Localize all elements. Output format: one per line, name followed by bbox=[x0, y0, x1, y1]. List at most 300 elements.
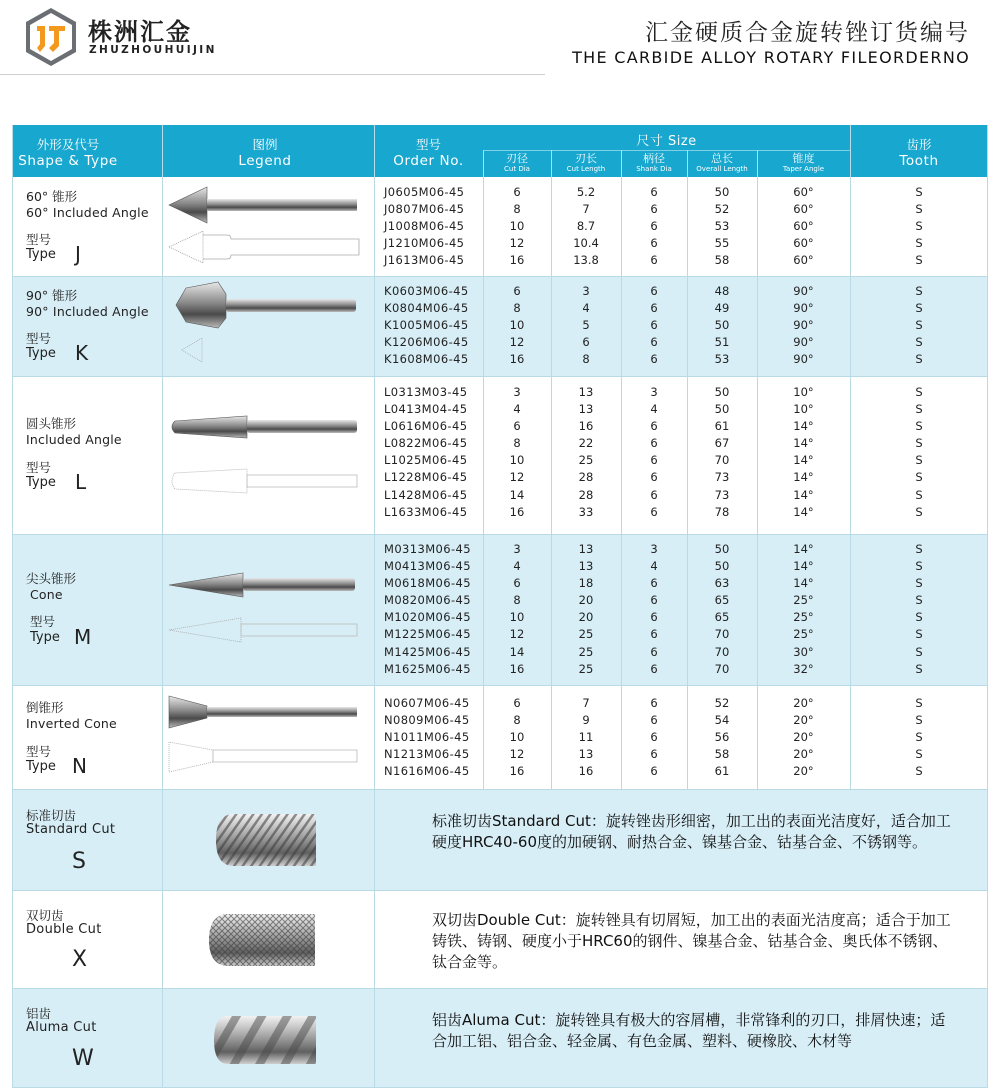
table-cell: 10 bbox=[509, 318, 525, 333]
table-cell: S bbox=[915, 185, 923, 199]
table-cell: 6 bbox=[513, 284, 521, 298]
table-cell: 6 bbox=[650, 236, 658, 251]
table-cell: 10 bbox=[509, 610, 525, 625]
table-cell: L0313M03-45 bbox=[384, 385, 468, 399]
table-cell: 12 bbox=[509, 747, 525, 762]
table-cell: 10° bbox=[793, 385, 814, 399]
header-overall bbox=[687, 152, 757, 174]
table-cell: 16 bbox=[578, 419, 594, 434]
table-cell: 6 bbox=[650, 593, 658, 608]
grid-line bbox=[12, 988, 988, 989]
table-cell: N0809M06-45 bbox=[384, 713, 470, 728]
table-cell: M1020M06-45 bbox=[384, 610, 471, 625]
table-cell: S bbox=[915, 713, 923, 728]
table-cell: 73 bbox=[714, 487, 730, 502]
table-cell: 52 bbox=[714, 696, 730, 710]
table-cell: 6 bbox=[650, 335, 658, 350]
header-shank-cn: 柄径 bbox=[643, 152, 665, 165]
table-cell: 16 bbox=[509, 661, 525, 676]
tooth-col-k bbox=[850, 283, 988, 368]
grid-line bbox=[12, 276, 988, 277]
table-cell: K0804M06-45 bbox=[384, 301, 469, 316]
table-cell: 52 bbox=[714, 202, 730, 217]
table-cell: S bbox=[915, 385, 923, 399]
type-j-en: Type bbox=[26, 247, 56, 262]
table-cell: 13.8 bbox=[573, 253, 599, 268]
table-cell: 48 bbox=[714, 284, 730, 298]
table-cell: 16 bbox=[509, 504, 525, 519]
grid-line bbox=[12, 685, 988, 686]
table-cell: 61 bbox=[714, 419, 730, 434]
type-n-cn: 型号 bbox=[26, 744, 52, 759]
table-cell: S bbox=[915, 747, 923, 762]
order-col-j bbox=[384, 184, 479, 269]
header-tooth-cn: 齿形 bbox=[906, 137, 932, 152]
table-cell: S bbox=[915, 644, 923, 659]
table-cell: S bbox=[915, 318, 923, 333]
table-cell: 65 bbox=[714, 610, 730, 625]
table-cell: 18 bbox=[578, 576, 594, 591]
tooth-col-l bbox=[850, 384, 988, 521]
table-cell: 22 bbox=[578, 436, 594, 451]
header-cut-length-en: Cut Length bbox=[566, 165, 606, 173]
table-cell: 3 bbox=[650, 542, 658, 556]
cut-s-en: Standard Cut bbox=[26, 822, 116, 837]
header-cut-dia bbox=[483, 152, 551, 174]
type-k-en: Type bbox=[26, 346, 56, 361]
order-col-k bbox=[384, 283, 479, 368]
grid-line bbox=[12, 534, 988, 535]
table-cell: 60° bbox=[793, 185, 814, 199]
table-cell: 14° bbox=[793, 504, 814, 519]
tooth-col-m bbox=[850, 541, 988, 678]
table-cell: 90° bbox=[793, 352, 814, 367]
table-cell: 53 bbox=[714, 352, 730, 367]
cut-x-letter: X bbox=[72, 947, 88, 972]
header-legend-en: Legend bbox=[238, 153, 292, 169]
table-cell: L1428M06-45 bbox=[384, 487, 468, 502]
type-l-letter: L bbox=[75, 470, 87, 494]
table-cell: J0807M06-45 bbox=[384, 202, 465, 217]
grid-line bbox=[12, 890, 988, 891]
cut-w-image bbox=[210, 1010, 325, 1070]
table-cell: 8 bbox=[513, 436, 521, 451]
shape-l-cn: 圆头锥形 bbox=[26, 416, 77, 431]
table-cell: 6 bbox=[650, 487, 658, 502]
table-cell: 50 bbox=[714, 185, 730, 199]
header-legend-cn: 图例 bbox=[252, 137, 278, 152]
header-shape bbox=[12, 137, 124, 169]
header-overall-en: Overall Length bbox=[696, 165, 748, 173]
type-m-en: Type bbox=[30, 630, 60, 645]
table-cell: 67 bbox=[714, 436, 730, 451]
table-cell: 12 bbox=[509, 470, 525, 485]
table-cell: 6 bbox=[650, 470, 658, 485]
table-cell: S bbox=[915, 610, 923, 625]
table-cell: 12 bbox=[509, 236, 525, 251]
order-table bbox=[12, 125, 988, 1088]
table-cell: 63 bbox=[714, 576, 730, 591]
table-cell: S bbox=[915, 470, 923, 485]
table-cell: 6 bbox=[513, 419, 521, 434]
shank-col-n bbox=[621, 695, 687, 780]
table-cell: 28 bbox=[578, 487, 594, 502]
header-taper-cn: 锥度 bbox=[792, 152, 815, 165]
type-m-cn: 型号 bbox=[30, 614, 56, 629]
table-cell: 6 bbox=[650, 253, 658, 268]
table-cell: 20° bbox=[793, 747, 814, 762]
header-taper bbox=[757, 152, 850, 174]
table-cell: 6 bbox=[650, 764, 658, 779]
table-cell: 50 bbox=[714, 402, 730, 417]
table-cell: 60° bbox=[793, 219, 814, 234]
grid-line bbox=[374, 125, 375, 1088]
table-cell: 73 bbox=[714, 470, 730, 485]
table-cell: 25 bbox=[578, 453, 594, 468]
table-cell: S bbox=[915, 202, 923, 217]
table-cell: 8.7 bbox=[576, 219, 596, 234]
table-cell: 10 bbox=[509, 453, 525, 468]
table-cell: 6 bbox=[650, 730, 658, 745]
shank-col-l bbox=[621, 384, 687, 521]
table-cell: S bbox=[915, 419, 923, 434]
table-cell: 5.2 bbox=[576, 185, 596, 199]
type-j-letter: J bbox=[75, 242, 81, 266]
table-cell: 3 bbox=[650, 385, 658, 399]
cut-w-letter: W bbox=[72, 1046, 94, 1071]
table-cell: 50 bbox=[714, 559, 730, 574]
cut-s-description: 标准切齿Standard Cut：旋转锉齿形细密，加工出的表面光洁度好，适合加工硬度HRC40-60度的加硬钢、耐热合金、镍基合金、钴基合金、不锈钢等。 bbox=[432, 812, 951, 851]
grid-line bbox=[12, 789, 988, 790]
table-cell: 6 bbox=[650, 219, 658, 234]
table-cell: 70 bbox=[714, 627, 730, 642]
brand-name-cn: 株洲汇金 bbox=[88, 18, 192, 46]
table-cell: S bbox=[915, 730, 923, 745]
table-cell: 4 bbox=[582, 301, 590, 316]
table-cell: 4 bbox=[650, 402, 658, 417]
header-cut-length-cn: 刃长 bbox=[575, 152, 597, 165]
header-tooth-en: Tooth bbox=[899, 153, 939, 169]
grid-line bbox=[162, 125, 163, 1088]
table-cell: 13 bbox=[578, 559, 594, 574]
table-cell: 14 bbox=[509, 487, 525, 502]
type-j-cn: 型号 bbox=[26, 232, 52, 247]
table-cell: 25° bbox=[793, 593, 814, 608]
cutdia-col-l bbox=[483, 384, 551, 521]
table-cell: 6 bbox=[650, 610, 658, 625]
overall-col-l bbox=[687, 384, 757, 521]
table-cell: 10 bbox=[509, 730, 525, 745]
table-cell: 4 bbox=[650, 559, 658, 574]
table-cell: 56 bbox=[714, 730, 730, 745]
cutdia-col-j bbox=[483, 184, 551, 269]
table-cell: 32° bbox=[793, 661, 814, 676]
table-cell: 14° bbox=[793, 470, 814, 485]
type-n-en: Type bbox=[26, 759, 56, 774]
table-cell: 90° bbox=[793, 318, 814, 333]
cut-x-en: Double Cut bbox=[26, 922, 102, 937]
table-cell: 6 bbox=[650, 713, 658, 728]
table-cell: 3 bbox=[513, 542, 521, 556]
table-cell: J1008M06-45 bbox=[384, 219, 465, 234]
table-cell: 6 bbox=[650, 284, 658, 298]
table-cell: J1613M06-45 bbox=[384, 253, 465, 268]
table-cell: 11 bbox=[578, 730, 594, 745]
table-cell: S bbox=[915, 504, 923, 519]
header-shape-cn: 外形及代号 bbox=[36, 137, 100, 152]
cut-w-description: 铝齿Aluma Cut：旋转锉具有极大的容屑槽，非常锋利的刃口，排屑快速；适合加工铝、铝合金、轻金属、有色金属、塑料、硬橡胶、木材等 bbox=[432, 1011, 946, 1050]
header-tooth bbox=[850, 137, 988, 169]
brand-name-en: ZHUZHOUHUIJIN bbox=[89, 44, 217, 56]
table-cell: 20 bbox=[578, 610, 594, 625]
overall-col-j bbox=[687, 184, 757, 269]
table-cell: 13 bbox=[578, 542, 594, 556]
table-cell: 61 bbox=[714, 764, 730, 779]
table-cell: 13 bbox=[578, 747, 594, 762]
table-cell: 60° bbox=[793, 202, 814, 217]
table-cell: J0605M06-45 bbox=[384, 185, 465, 199]
table-cell: 14° bbox=[793, 487, 814, 502]
cut-s-cn: 标准切齿 bbox=[26, 808, 77, 823]
table-cell: M0820M06-45 bbox=[384, 593, 471, 608]
cut-x-image bbox=[207, 910, 327, 970]
cut-x-cn: 双切齿 bbox=[26, 908, 64, 923]
table-cell: 3 bbox=[513, 385, 521, 399]
table-cell: 20° bbox=[793, 764, 814, 779]
table-cell: 16 bbox=[509, 764, 525, 779]
table-cell: 60° bbox=[793, 253, 814, 268]
table-cell: 70 bbox=[714, 644, 730, 659]
taper-col-k bbox=[757, 283, 850, 368]
table-cell: 5 bbox=[582, 318, 590, 333]
overall-col-m bbox=[687, 541, 757, 678]
table-cell: M0618M06-45 bbox=[384, 576, 471, 591]
table-cell: 6 bbox=[650, 504, 658, 519]
table-cell: 20 bbox=[578, 593, 594, 608]
table-cell: N0607M06-45 bbox=[384, 696, 470, 710]
table-cell: 10 bbox=[509, 219, 525, 234]
header-cut-dia-en: Cut Dia bbox=[504, 165, 530, 173]
table-cell: L0616M06-45 bbox=[384, 419, 468, 434]
table-cell: M1625M06-45 bbox=[384, 661, 471, 676]
table-cell: 14 bbox=[509, 644, 525, 659]
table-cell: 54 bbox=[714, 713, 730, 728]
table-cell: 20° bbox=[793, 730, 814, 745]
order-col-l bbox=[384, 384, 479, 521]
cutlen-col-m bbox=[551, 541, 621, 678]
table-cell: S bbox=[915, 219, 923, 234]
table-cell: S bbox=[915, 593, 923, 608]
table-cell: 12 bbox=[509, 335, 525, 350]
table-cell: 4 bbox=[513, 402, 521, 417]
type-n-letter: N bbox=[72, 754, 87, 778]
table-cell: L0822M06-45 bbox=[384, 436, 468, 451]
grid-line bbox=[12, 1087, 988, 1088]
table-cell: S bbox=[915, 559, 923, 574]
table-cell: 6 bbox=[650, 436, 658, 451]
table-cell: 12 bbox=[509, 627, 525, 642]
table-cell: S bbox=[915, 542, 923, 556]
shape-k-en: 90° Included Angle bbox=[26, 304, 149, 319]
table-cell: 55 bbox=[714, 236, 730, 251]
table-cell: 9 bbox=[582, 713, 590, 728]
table-cell: 16 bbox=[578, 764, 594, 779]
table-cell: S bbox=[915, 487, 923, 502]
header-taper-en: Taper Angle bbox=[782, 165, 825, 173]
table-cell: N1213M06-45 bbox=[384, 747, 470, 762]
table-cell: 8 bbox=[513, 202, 521, 217]
table-cell: 8 bbox=[582, 352, 590, 367]
cut-s-image bbox=[212, 810, 322, 870]
table-cell: 90° bbox=[793, 335, 814, 350]
tool-j-image bbox=[167, 183, 367, 271]
table-cell: 8 bbox=[513, 593, 521, 608]
table-cell: M1225M06-45 bbox=[384, 627, 471, 642]
table-cell: 6 bbox=[650, 419, 658, 434]
shape-m-cn: 尖头锥形 bbox=[26, 571, 77, 586]
table-cell: 8 bbox=[513, 301, 521, 316]
type-l-cn: 型号 bbox=[26, 460, 52, 475]
taper-col-n bbox=[757, 695, 850, 780]
table-cell: 6 bbox=[513, 185, 521, 199]
table-cell: 20° bbox=[793, 713, 814, 728]
table-cell: 50 bbox=[714, 385, 730, 399]
table-cell: 6 bbox=[650, 661, 658, 676]
table-cell: 14° bbox=[793, 419, 814, 434]
grid-line bbox=[12, 376, 988, 377]
table-cell: 6 bbox=[650, 301, 658, 316]
shape-k-cn: 90° 锥形 bbox=[26, 288, 78, 303]
type-m-letter: M bbox=[74, 625, 92, 649]
table-cell: 6 bbox=[650, 318, 658, 333]
table-cell: M0413M06-45 bbox=[384, 559, 471, 574]
table-cell: 6 bbox=[650, 627, 658, 642]
cut-s-letter: S bbox=[72, 849, 86, 874]
shape-n-cn: 倒锥形 bbox=[26, 700, 64, 715]
table-cell: S bbox=[915, 436, 923, 451]
table-cell: M0313M06-45 bbox=[384, 542, 471, 556]
shape-j-en: 60° Included Angle bbox=[26, 205, 149, 220]
table-cell: 7 bbox=[582, 696, 590, 710]
table-cell: S bbox=[915, 352, 923, 367]
table-cell: 10.4 bbox=[573, 236, 599, 251]
cutlen-col-l bbox=[551, 384, 621, 521]
table-cell: 60° bbox=[793, 236, 814, 251]
table-cell: 6 bbox=[582, 335, 590, 350]
table-cell: 13 bbox=[578, 402, 594, 417]
table-cell: 28 bbox=[578, 470, 594, 485]
table-cell: K1608M06-45 bbox=[384, 352, 469, 367]
cut-w-en: Aluma Cut bbox=[26, 1020, 97, 1035]
table-cell: 14° bbox=[793, 542, 814, 556]
tool-k-image bbox=[172, 280, 362, 372]
table-cell: S bbox=[915, 764, 923, 779]
table-cell: 14° bbox=[793, 436, 814, 451]
grid-line bbox=[12, 125, 13, 1088]
table-cell: 58 bbox=[714, 747, 730, 762]
table-cell: S bbox=[915, 696, 923, 710]
shape-m-en: Cone bbox=[30, 587, 63, 602]
header-shape-en: Shape & Type bbox=[18, 153, 118, 169]
overall-col-n bbox=[687, 695, 757, 780]
header-legend bbox=[165, 137, 365, 169]
table-cell: L1228M06-45 bbox=[384, 470, 468, 485]
table-cell: 25° bbox=[793, 627, 814, 642]
table-cell: K1005M06-45 bbox=[384, 318, 469, 333]
table-cell: 70 bbox=[714, 453, 730, 468]
table-cell: J1210M06-45 bbox=[384, 236, 465, 251]
tooth-col-j bbox=[850, 184, 988, 269]
header-size-divider bbox=[483, 150, 850, 151]
table-cell: S bbox=[915, 236, 923, 251]
header-divider bbox=[0, 74, 545, 75]
table-cell: 14° bbox=[793, 576, 814, 591]
taper-col-l bbox=[757, 384, 850, 521]
table-cell: 49 bbox=[714, 301, 730, 316]
table-cell: S bbox=[915, 627, 923, 642]
shank-col-j bbox=[621, 184, 687, 269]
table-cell: S bbox=[915, 576, 923, 591]
table-cell: 25 bbox=[578, 627, 594, 642]
header-shank bbox=[621, 152, 687, 174]
table-cell: 7 bbox=[582, 202, 590, 217]
table-cell: 53 bbox=[714, 219, 730, 234]
table-cell: 14° bbox=[793, 453, 814, 468]
table-cell: 6 bbox=[513, 696, 521, 710]
shape-n-en: Inverted Cone bbox=[26, 716, 117, 731]
cutlen-col-n bbox=[551, 695, 621, 780]
table-cell: 58 bbox=[714, 253, 730, 268]
table-cell: S bbox=[915, 453, 923, 468]
table-cell: S bbox=[915, 661, 923, 676]
table-cell: 16 bbox=[509, 352, 525, 367]
table-cell: 6 bbox=[650, 576, 658, 591]
table-cell: S bbox=[915, 335, 923, 350]
type-k-letter: K bbox=[75, 341, 89, 365]
table-cell: K0603M06-45 bbox=[384, 284, 469, 298]
table-cell: 30° bbox=[793, 644, 814, 659]
table-cell: S bbox=[915, 301, 923, 316]
table-cell: 50 bbox=[714, 542, 730, 556]
type-k-cn: 型号 bbox=[26, 331, 52, 346]
table-cell: 6 bbox=[513, 576, 521, 591]
cutdia-col-m bbox=[483, 541, 551, 678]
table-cell: 33 bbox=[578, 504, 594, 519]
tooth-col-n bbox=[850, 695, 988, 780]
table-cell: L0413M04-45 bbox=[384, 402, 468, 417]
order-col-m bbox=[384, 541, 479, 678]
table-cell: 6 bbox=[650, 202, 658, 217]
table-cell: 16 bbox=[509, 253, 525, 268]
table-cell: 6 bbox=[650, 352, 658, 367]
tool-m-image bbox=[167, 560, 367, 648]
header-size: 尺寸 Size bbox=[636, 134, 697, 149]
header-shank-en: Shank Dia bbox=[636, 165, 672, 173]
table-cell: 50 bbox=[714, 318, 730, 333]
table-cell: 4 bbox=[513, 559, 521, 574]
order-col-n bbox=[384, 695, 479, 780]
header-cut-length bbox=[551, 152, 621, 174]
table-cell: 6 bbox=[650, 747, 658, 762]
table-cell: 6 bbox=[650, 453, 658, 468]
table-cell: 8 bbox=[513, 713, 521, 728]
shank-col-k bbox=[621, 283, 687, 368]
type-l-en: Type bbox=[26, 475, 56, 490]
table-cell: N1616M06-45 bbox=[384, 764, 470, 779]
tool-l-image bbox=[167, 405, 367, 495]
table-cell: 6 bbox=[650, 696, 658, 710]
table-cell: 10° bbox=[793, 402, 814, 417]
